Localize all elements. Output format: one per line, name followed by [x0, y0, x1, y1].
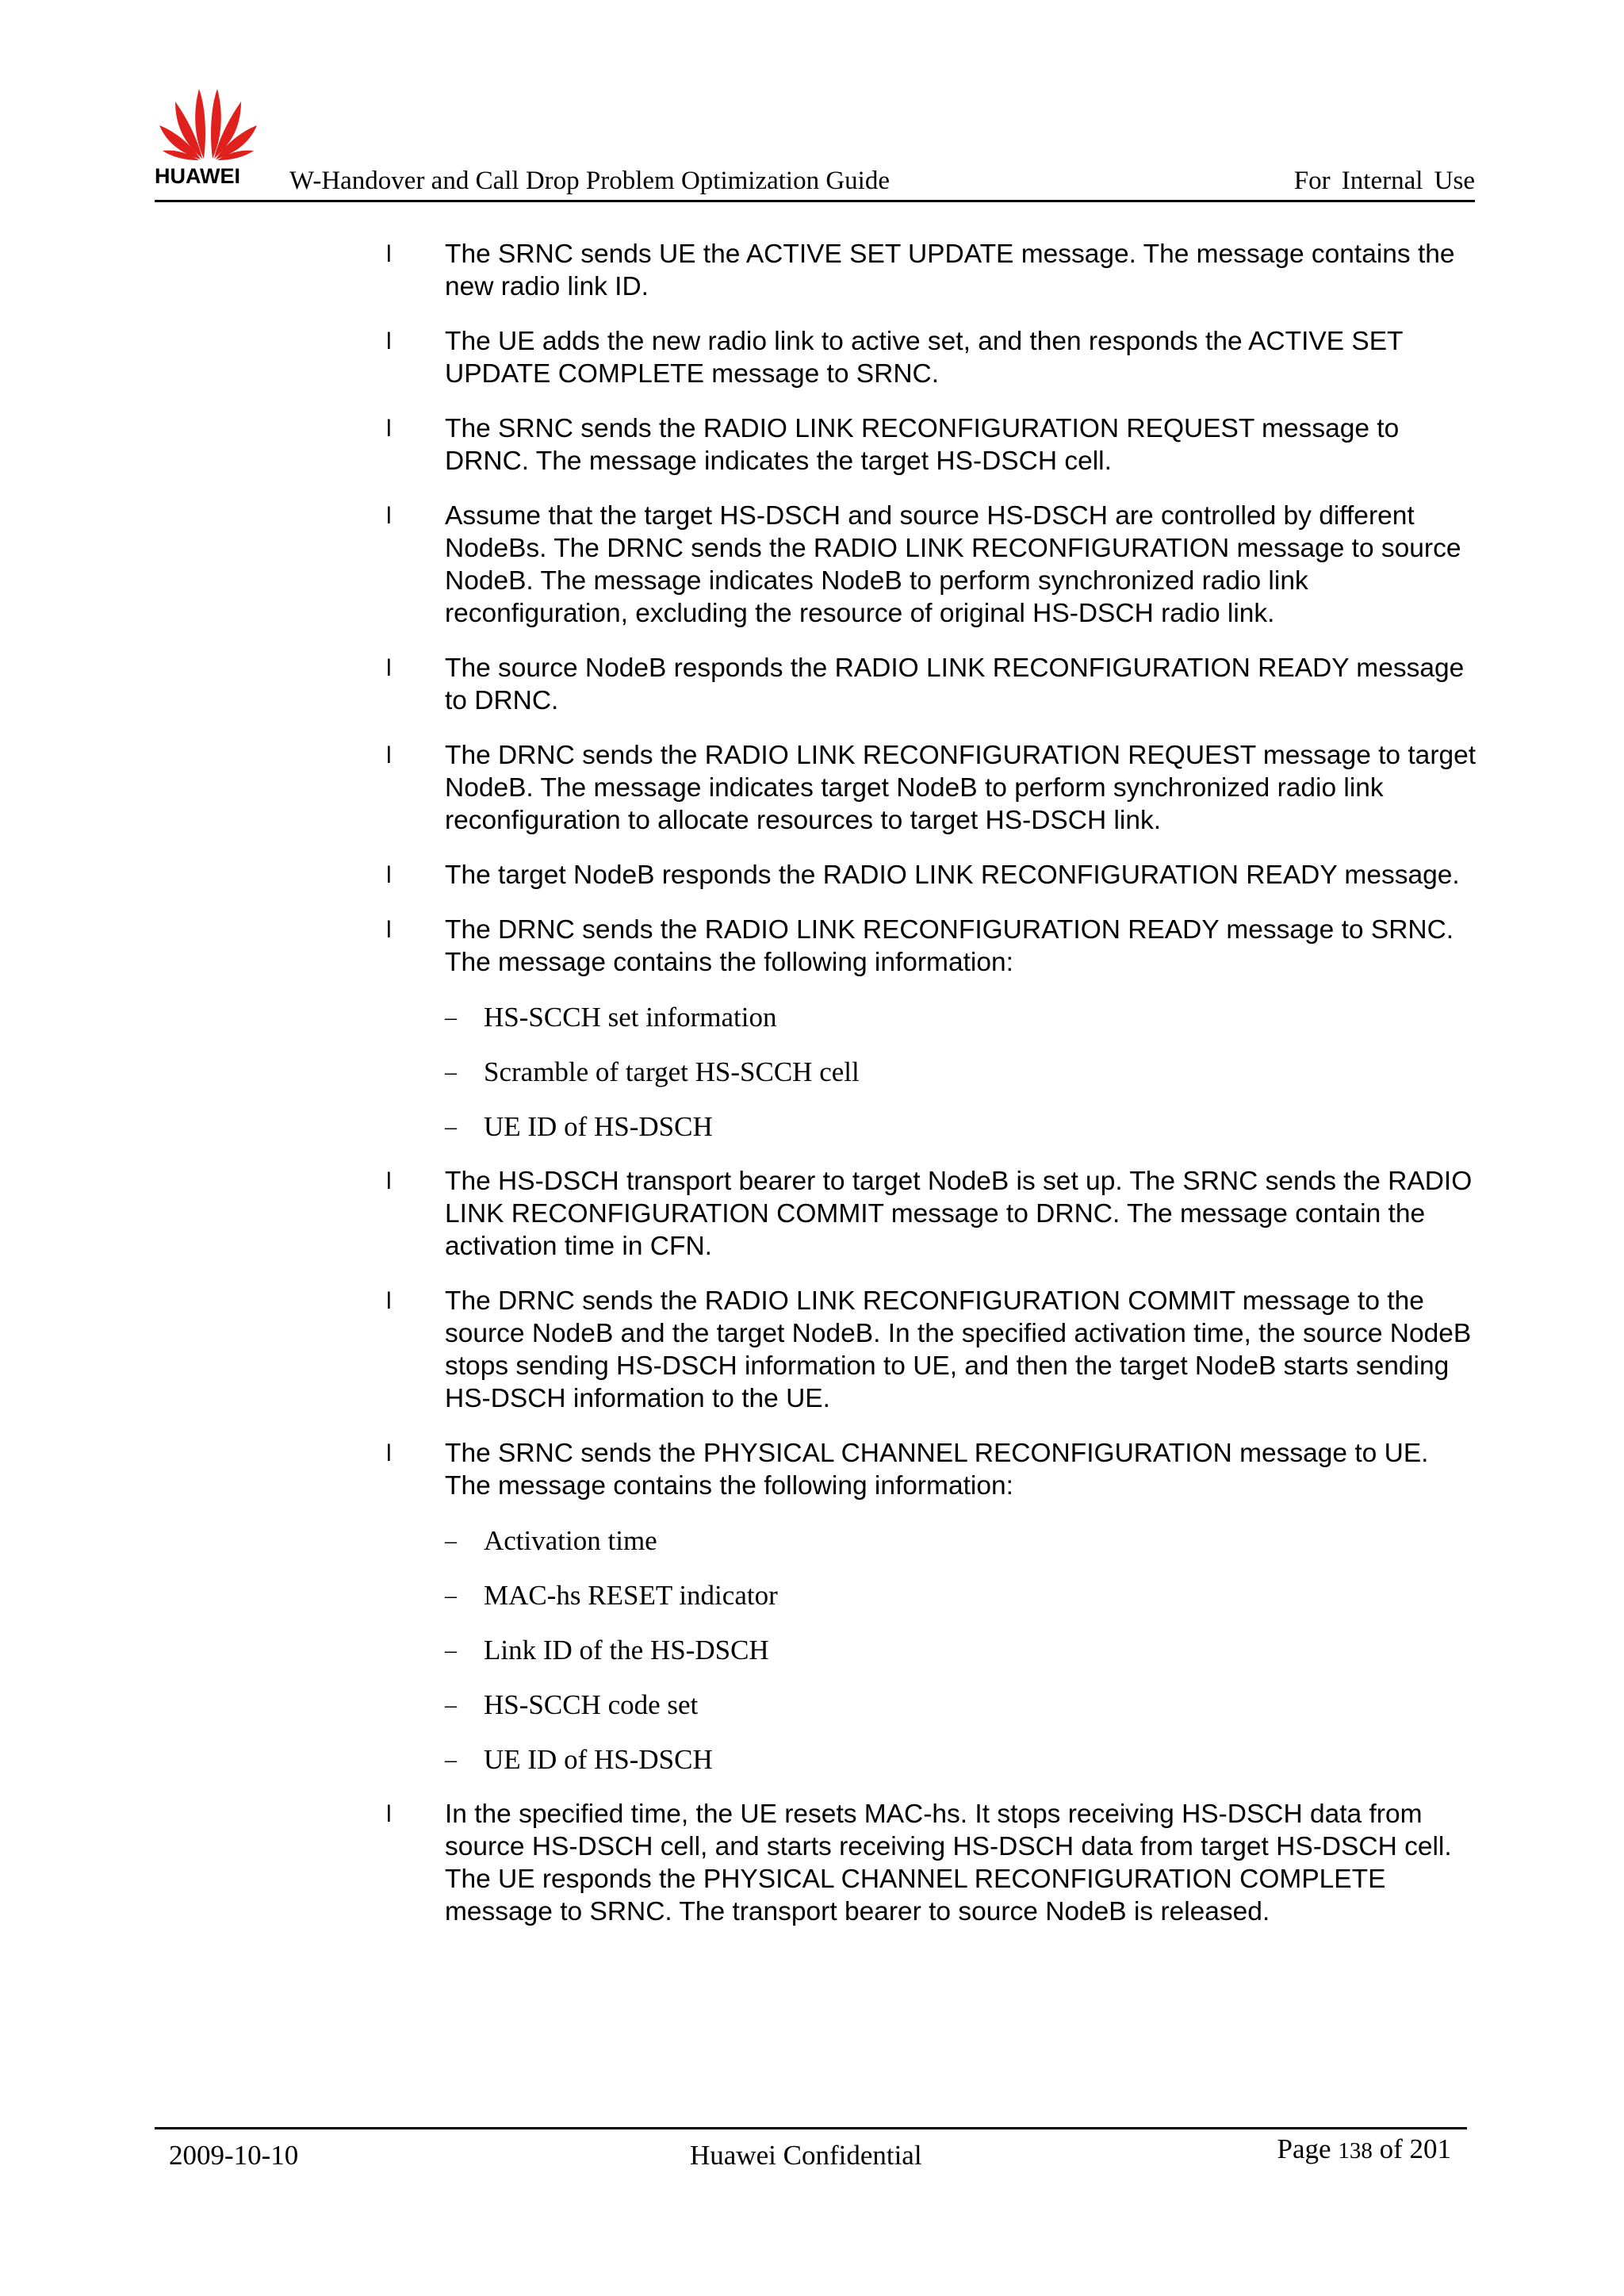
- dash-icon: –: [445, 1746, 457, 1773]
- list-item: [386, 1437, 1480, 1502]
- header-divider: [155, 200, 1475, 202]
- bullet-icon: l: [386, 416, 392, 442]
- page-footer: [155, 2127, 1467, 2191]
- list-item: [386, 238, 1480, 303]
- huawei-wordmark: HUAWEI: [155, 164, 240, 188]
- dash-icon: –: [445, 1004, 457, 1030]
- sub-list-item-text: HS-SCCH set information: [484, 1002, 777, 1033]
- list-item: [386, 859, 1480, 891]
- sub-list-item-text: UE ID of HS-DSCH: [484, 1111, 713, 1142]
- sub-list-item-text: Activation time: [484, 1525, 657, 1556]
- sub-list-item-text: MAC-hs RESET indicator: [484, 1580, 778, 1611]
- list-item: [386, 652, 1480, 717]
- page-of: of: [1379, 2133, 1403, 2164]
- list-item-text: The UE adds the new radio link to active set, and then responds the ACTIVE SET UPDATE COMPLETE message to SRNC.: [445, 327, 1403, 389]
- list-item-text: The HS-DSCH transport bearer to target NodeB is set up. The SRNC sends the RADIO LINK RECONFIGURATION COMMIT message to DRNC. The message contain the activation time in CFN.: [445, 1167, 1473, 1261]
- sub-list-item: [386, 1688, 1480, 1721]
- bullet-icon: l: [386, 503, 392, 529]
- list-item: [386, 412, 1480, 477]
- dash-icon: –: [445, 1582, 457, 1608]
- dash-icon: –: [445, 1059, 457, 1085]
- page-prefix: Page: [1277, 2133, 1331, 2164]
- page-header: [155, 82, 1475, 203]
- dash-icon: –: [445, 1692, 457, 1718]
- list-item-text: The SRNC sends the RADIO LINK RECONFIGURATION REQUEST message to DRNC. The message indicates the target HS-DSCH cell.: [445, 414, 1400, 476]
- bullet-icon: l: [386, 1801, 392, 1827]
- huawei-petals-icon: [158, 82, 259, 160]
- list-item-text: Assume that the target HS-DSCH and source HS-DSCH are controlled by different NodeBs. The DRNC sends the RADIO LINK RECONFIGURATION message to source NodeB. The message indicates NodeB to perform synchronized radio link reconfiguration, excluding the resource of original HS-DSCH radio link.: [445, 501, 1461, 628]
- list-item-text: The DRNC sends the RADIO LINK RECONFIGURATION COMMIT message to the source NodeB and the target NodeB. In the specified activation time, the source NodeB stops sending HS-DSCH information to UE, and then the target NodeB starts sending HS-DSCH information to the UE.: [445, 1286, 1472, 1413]
- dash-icon: –: [445, 1114, 457, 1140]
- sub-list-item: [386, 1579, 1480, 1612]
- dash-icon: –: [445, 1637, 457, 1663]
- page-number: [1277, 2133, 1451, 2165]
- dash-icon: –: [445, 1527, 457, 1554]
- page-current: 138: [1338, 2138, 1373, 2164]
- sub-list-item-text: HS-SCCH code set: [484, 1689, 699, 1720]
- sub-list-item: [386, 1524, 1480, 1557]
- sub-list-item: [386, 1001, 1480, 1033]
- sub-list-item-text: UE ID of HS-DSCH: [484, 1744, 713, 1775]
- list-item-text: In the specified time, the UE resets MAC-hs. It stops receiving HS-DSCH data from source HS-DSCH cell, and starts receiving HS-DSCH data from target HS-DSCH cell. The UE responds the PHYSICAL CHANNEL RECONFIGURATION COMPLETE message to SRNC. The transport bearer to source NodeB is released.: [445, 1800, 1452, 1926]
- page-total: 201: [1409, 2133, 1451, 2164]
- sub-list-item: [386, 1110, 1480, 1143]
- document-classification: For Internal Use: [1293, 167, 1475, 195]
- list-item-text: The DRNC sends the RADIO LINK RECONFIGURATION READY message to SRNC. The message contains the following information:: [445, 915, 1454, 977]
- sub-list-item: [386, 1634, 1480, 1666]
- list-item-text: The source NodeB responds the RADIO LINK RECONFIGURATION READY message to DRNC.: [445, 654, 1465, 715]
- bullet-icon: l: [386, 655, 392, 681]
- sub-list-item: [386, 1743, 1480, 1776]
- list-item: [386, 914, 1480, 979]
- list-item-text: The target NodeB responds the RADIO LINK RECONFIGURATION READY message.: [445, 861, 1460, 890]
- page-body: [386, 238, 1480, 1950]
- bullet-icon: l: [386, 1288, 392, 1314]
- bullet-icon: l: [386, 241, 392, 267]
- bullet-icon: l: [386, 742, 392, 769]
- list-item: [386, 1285, 1480, 1415]
- list-item: [386, 1165, 1480, 1263]
- bullet-icon: l: [386, 1440, 392, 1466]
- bullet-icon: l: [386, 1168, 392, 1194]
- list-item-text: The SRNC sends UE the ACTIVE SET UPDATE message. The message contains the new radio link ID.: [445, 240, 1455, 301]
- sub-list-item-text: Scramble of target HS-SCCH cell: [484, 1056, 860, 1087]
- sub-list-item: [386, 1056, 1480, 1088]
- list-item-text: The DRNC sends the RADIO LINK RECONFIGURATION REQUEST message to target NodeB. The message indicates target NodeB to perform synchronized radio link reconfiguration to allocate resources to target HS-DSCH link.: [445, 741, 1477, 835]
- bullet-icon: l: [386, 917, 392, 943]
- list-item: [386, 739, 1480, 837]
- footer-divider: [155, 2127, 1467, 2129]
- sub-list-item-text: Link ID of the HS-DSCH: [484, 1635, 769, 1665]
- list-item-text: The SRNC sends the PHYSICAL CHANNEL RECONFIGURATION message to UE. The message contains the following information:: [445, 1439, 1429, 1501]
- bullet-icon: l: [386, 862, 392, 888]
- footer-confidential: Huawei Confidential: [690, 2140, 922, 2171]
- list-item: [386, 325, 1480, 390]
- list-item: [386, 500, 1480, 630]
- huawei-logo: [155, 82, 262, 190]
- list-item: [386, 1798, 1480, 1928]
- document-title: W-Handover and Call Drop Problem Optimization Guide: [289, 167, 891, 195]
- bullet-icon: l: [386, 328, 392, 355]
- footer-date: 2009-10-10: [169, 2140, 299, 2171]
